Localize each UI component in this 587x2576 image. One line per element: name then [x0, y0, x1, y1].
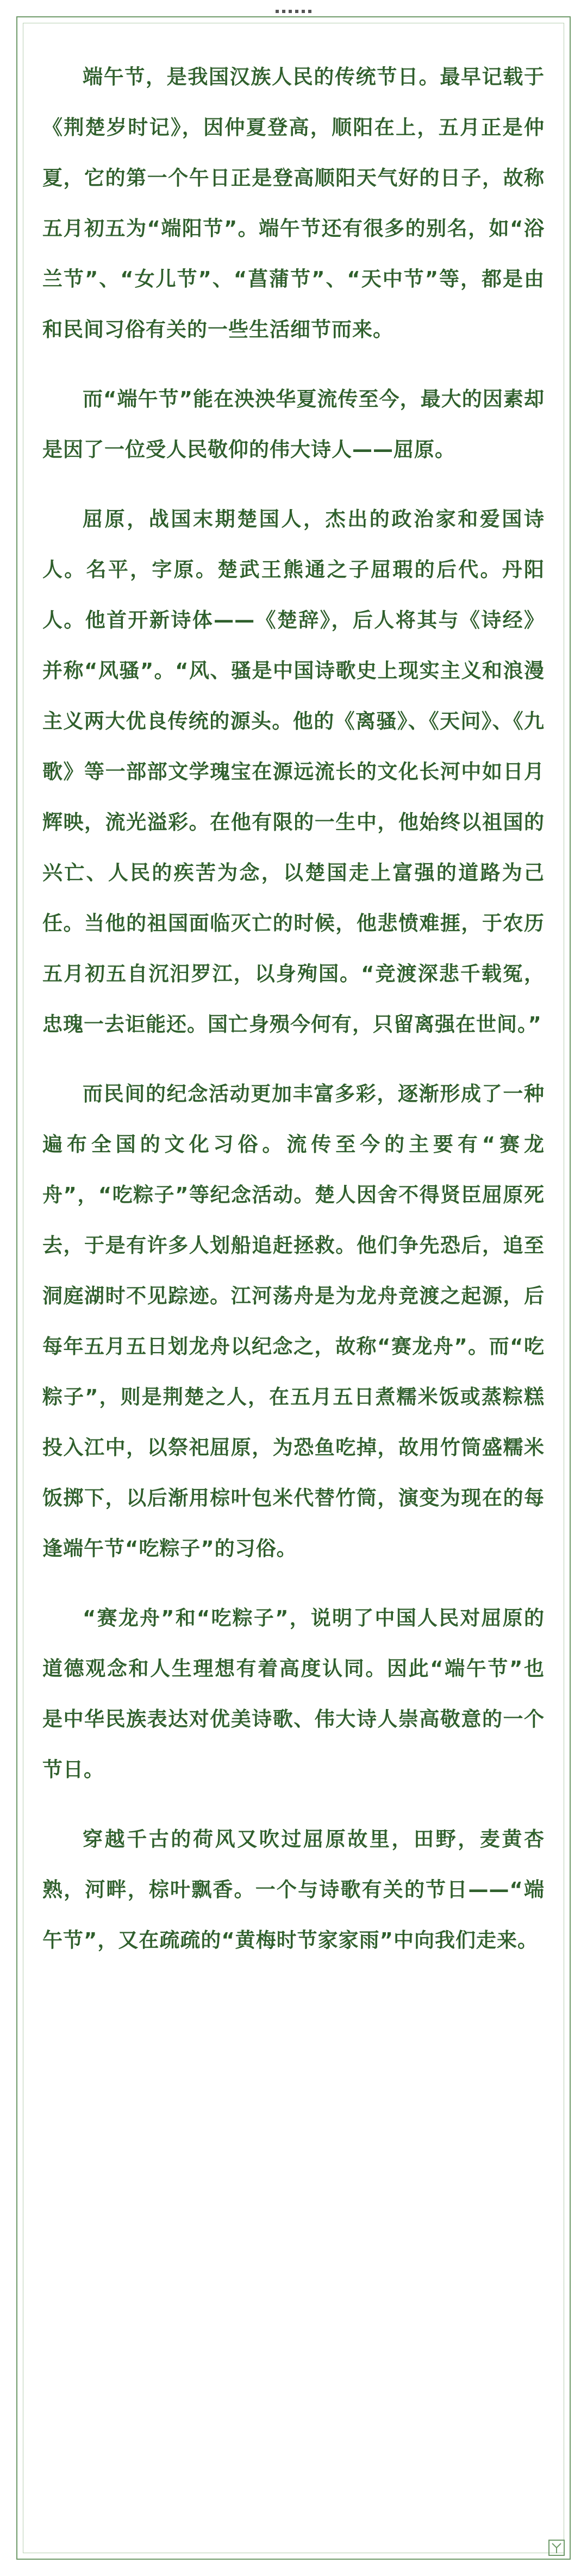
- paragraph-5: “赛龙舟”和“吃粽子”，说明了中国人民对屈原的道德观念和人生理想有着高度认同。因此“端午节”也是中华民族表达对优美诗歌、伟大诗人崇高敬意的一个节日。: [42, 1606, 545, 1781]
- paragraph-4: 而民间的纪念活动更加丰富多彩，逐渐形成了一种遍布全国的文化习俗。流传至今的主要有“赛龙舟”，“吃粽子”等纪念活动。楚人因舍不得贤臣屈原死去，于是有许多人划船追赶拯救。他们争先恐后，追至洞庭湖时不见踪迹。江河荡舟是为龙舟竞渡之起源，后每年五月五日划龙舟以纪念之，故称“赛龙舟”。而“吃粽子”，则是荆楚之人，在五月五日煮糯米饭或蒸粽糕投入江中，以祭祀屈原，为恐鱼吃掉，故用竹筒盛糯米饭掷下，以后渐用棕叶包米代替竹筒，演变为现在的每逢端午节“吃粽子”的习俗。: [42, 1082, 545, 1560]
- paragraph-2: 而“端午节”能在泱泱华夏流传至今，最大的因素却是因了一位受人民敬仰的伟大诗人——屈原。: [42, 387, 545, 461]
- paragraph-3: 屈原，战国末期楚国人，杰出的政治家和爱国诗人。名平，字原。楚武王熊通之子屈瑕的后代。丹阳人。他首开新诗体——《楚辞》，后人将其与《诗经》并称“风骚”。“风、骚是中国诗歌史上现实主义和浪漫主义两大优良传统的源头。他的《离骚》、《天问》、《九歌》等一部部文学瑰宝在源远流长的文化长河中如日月辉映，流光溢彩。在他有限的一生中，他始终以祖国的兴亡、人民的疾苦为念，以楚国走上富强的道路为己任。当他的祖国面临灭亡的时候，他悲愤难捱，于农历五月初五自沉汨罗江，以身殉国。“竞渡深悲千载冤，忠瑰一去讵能还。国亡身殒今何有，只留离强在世间。”: [42, 507, 545, 1036]
- corner-ornament-icon: [548, 2539, 565, 2556]
- paragraph-1: 端午节，是我国汉族人民的传统节日。最早记载于《荆楚岁时记》，因仲夏登高，顺阳在上，五月正是仲夏，它的第一个午日正是登高顺阳天气好的日子，故称五月初五为“端阳节”。端午节还有很多的别名，如“浴兰节”、“女儿节”、“菖蒲节”、“天中节”等，都是由和民间习俗有关的一些生活细节而来。: [42, 65, 545, 341]
- top-dots-ornament: [276, 10, 311, 13]
- paragraph-6: 穿越千古的荷风又吹过屈原故里，田野，麦黄杏熟，河畔，棕叶飘香。一个与诗歌有关的节日——“端午节”，又在疏疏的“黄梅时节家家雨”中向我们走来。: [42, 1827, 545, 1952]
- article-body: [42, 52, 545, 1984]
